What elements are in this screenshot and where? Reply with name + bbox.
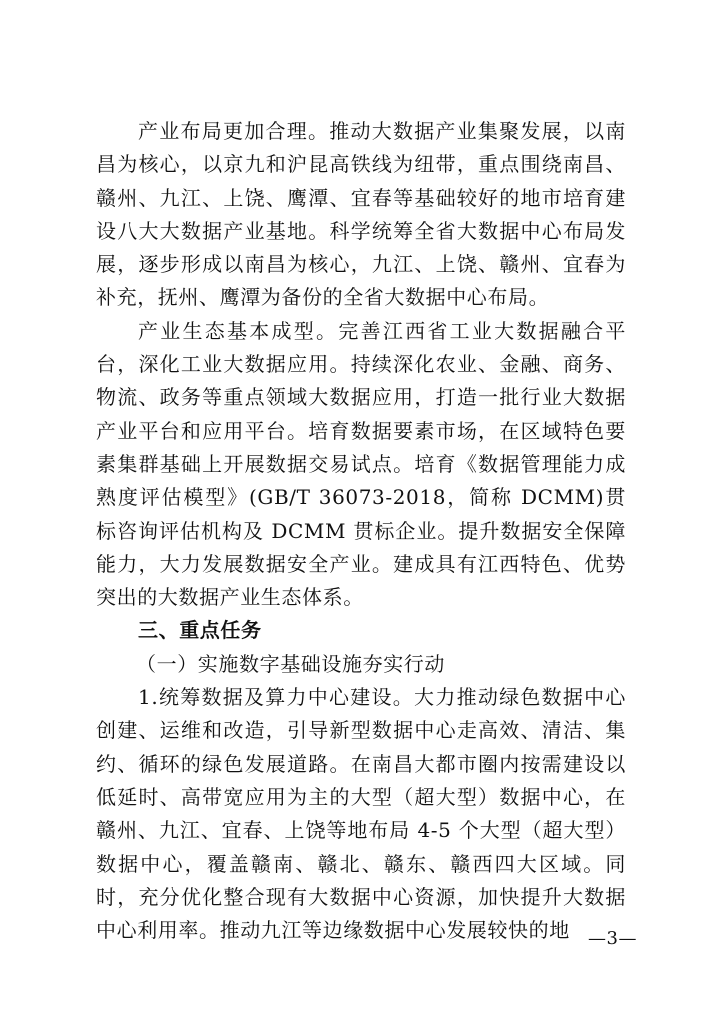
document-body (96, 115, 626, 947)
section-heading: 三、重点任务 (138, 618, 262, 643)
paragraph-industry-ecosystem: 产业生态基本成型。完善江西省工业大数据融合平台，深化工业大数据应用。持续深化农业、金融、商务、物流、政务等重点领域大数据应用，打造一批行业大数据产业平台和应用平台。培育数据要素市场，在区域特色要素集群基础上开展数据交易试点。培育《数据管理能力成熟度评估模型》(GB/T 36073-2018，简称 DCMM)贯标咨询评估机构及 DCMM 贯标企业。提升数据安全保障能力，大力发展数据安全产业。建成具有江西特色、优势突出的大数据产业生态体系。 (96, 318, 626, 610)
page-number: —3— (588, 928, 637, 949)
paragraph-industry-layout: 产业布局更加合理。推动大数据产业集聚发展，以南昌为核心，以京九和沪昆高铁线为纽带，重点围绕南昌、赣州、九江、上饶、鹰潭、宜春等基础较好的地市培育建设八大大数据产业基地。科学统筹全省大数据中心布局发展，逐步形成以南昌为核心，九江、上饶、赣州、宜春为补充，抚州、鹰潭为备份的全省大数据中心布局。 (96, 119, 626, 310)
paragraph-data-center-construction: 1.统筹数据及算力中心建设。大力推动绿色数据中心创建、运维和改造，引导新型数据中心走高效、清洁、集约、循环的绿色发展道路。在南昌大都市圈内按需建设以低延时、高带宽应用为主的大型（超大型）数据中心，在赣州、九江、宜春、上饶等地布局 4-5 个大型（超大型）数据中心，覆盖赣南、赣北、赣东、赣西四大区域。同时，充分优化整合现有大数据中心资源，加快提升大数据中心利用率。推动九江等边缘数据中心发展较快的地 (96, 685, 626, 943)
subsection-heading: （一）实施数字基础设施夯实行动 (136, 651, 445, 676)
